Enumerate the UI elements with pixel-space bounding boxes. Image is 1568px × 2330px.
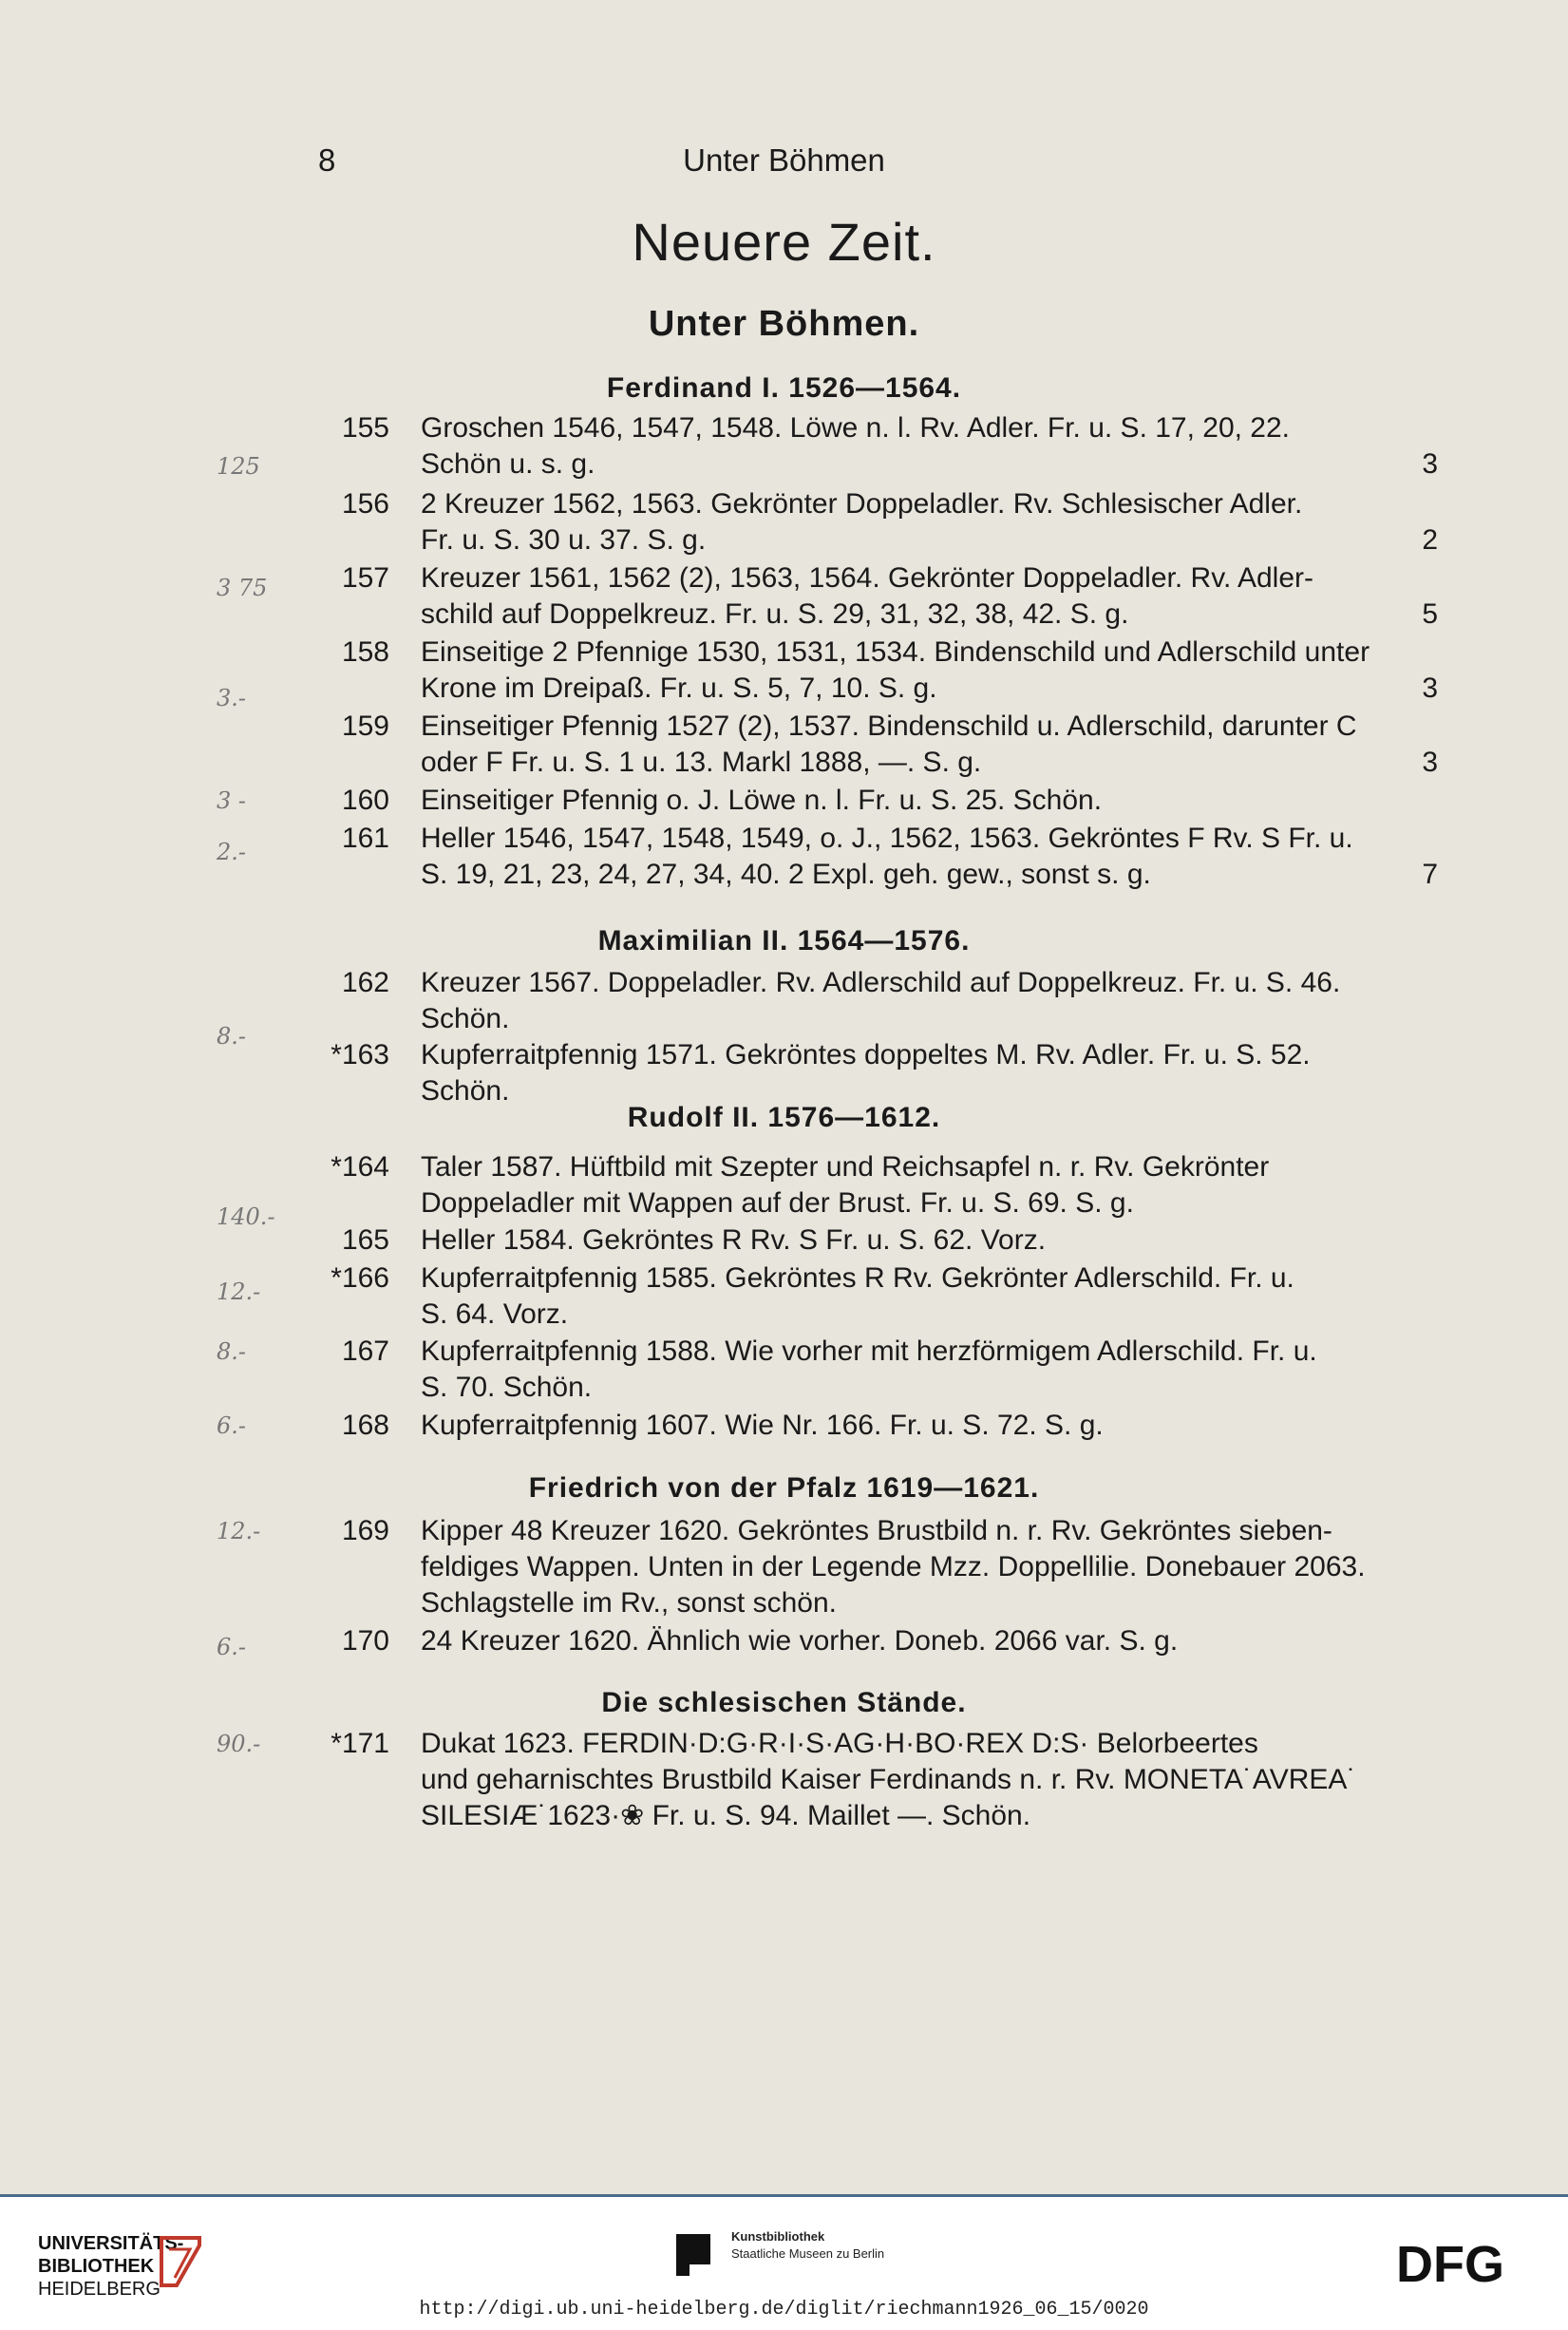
margin-note: 12.- [217,1279,261,1305]
running-title: Unter Böhmen [683,142,885,178]
entry-number: 167 [341,1335,389,1367]
entry-line: Schön. [421,1075,510,1107]
margin-note: 6.- [217,1634,247,1660]
entry-line: Einseitiger Pfennig 1527 (2), 1537. Bindenschild u. Adlerschild, darunter C [421,710,1357,742]
entry-text [421,1260,1437,1333]
entry-line: oder F Fr. u. S. 1 u. 13. Markl 1888, —. S. g. [421,747,982,778]
dfg-logo-text: DFG [1396,2238,1504,2287]
kb-subtitle: Staatliche Museen zu Berlin [731,2246,885,2261]
entry-number: *164 [331,1151,389,1183]
entry-price: 2 [1422,524,1438,556]
footer-divider [0,2194,1568,2197]
margin-note: 8.- [217,1338,247,1365]
entry-line: 2 Kreuzer 1562, 1563. Gekrönter Doppeladler. Rv. Schlesischer Adler. [421,488,1303,520]
section-heading-maximilian: Maximilian II. 1564—1576. [597,925,971,957]
entry-price: 3 [1422,747,1438,778]
entry-line: SILESIÆ˙1623·❀ Fr. u. S. 94. Maillet —. Schön. [421,1800,1031,1831]
entry-text [421,635,1437,707]
entry-line: S. 19, 21, 23, 24, 27, 34, 40. 2 Expl. geh. gew., sonst s. g. [421,859,1151,890]
entry-text [421,1726,1437,1834]
entry-text [421,965,1437,1037]
kunstbibliothek-logo-icon [674,2230,716,2278]
entry-line: Kupferraitpfennig 1588. Wie vorher mit herzförmigem Adlerschild. Fr. u. [421,1335,1317,1367]
section-heading-ferdinand: Ferdinand I. 1526—1564. [606,372,962,404]
page-title: Neuere Zeit. [632,212,936,272]
entry-number: *171 [331,1728,389,1759]
entry-text [421,783,1437,819]
section-heading-friedrich: Friedrich von der Pfalz 1619—1621. [528,1472,1040,1504]
kunstbibliothek-label [731,2228,884,2263]
section-heading-staende: Die schlesischen Stände. [601,1687,967,1718]
digitization-footer [0,2194,1568,2330]
entry-line: Taler 1587. Hüftbild mit Szepter und Reichsapfel n. r. Rv. Gekrönter [421,1151,1270,1183]
entry-line: Kreuzer 1561, 1562 (2), 1563, 1564. Gekrönter Doppeladler. Rv. Adler- [421,562,1314,594]
entry-line: Dukat 1623. FERDIN·D:G·R·I·S·AG·H·BO·REX D:S· Belorbeertes [421,1728,1258,1759]
margin-note: 125 [217,453,260,480]
entry-number: 156 [341,488,389,520]
entry-text [421,1623,1437,1659]
margin-note: 12.- [217,1518,261,1544]
entry-number: 165 [341,1224,389,1256]
entry-number: 170 [341,1625,389,1657]
entry-price: 5 [1422,598,1438,630]
dfg-logo-icon [1396,2238,1529,2287]
entry-line: Krone im Dreipaß. Fr. u. S. 5, 7, 10. S. g. [421,672,937,704]
entry-number: 169 [341,1515,389,1546]
margin-note: 3 - [217,787,247,814]
entry-line: S. 64. Vorz. [421,1298,569,1330]
entry-line: Heller 1546, 1547, 1548, 1549, o. J., 1562, 1563. Gekröntes F Rv. S Fr. u. [421,823,1353,854]
entry-text [421,821,1437,893]
entry-line: Schön. [421,1003,510,1034]
entry-line: feldiges Wappen. Unten in der Legende Mzz. Doppellilie. Donebauer 2063. [421,1551,1366,1582]
entry-text [421,1222,1437,1259]
entry-price: 7 [1422,859,1438,890]
entry-line: Kreuzer 1567. Doppeladler. Rv. Adlerschild auf Doppelkreuz. Fr. u. S. 46. [421,967,1341,998]
entry-text [421,560,1437,633]
entry-line: Kupferraitpfennig 1571. Gekröntes doppeltes M. Rv. Adler. Fr. u. S. 52. [421,1039,1311,1070]
entry-text [421,486,1437,559]
section-heading-rudolf: Rudolf II. 1576—1612. [627,1102,941,1133]
entry-line: Heller 1584. Gekröntes R Rv. S Fr. u. S. 62. Vorz. [421,1224,1047,1256]
entry-line: Groschen 1546, 1547, 1548. Löwe n. l. Rv. Adler. Fr. u. S. 17, 20, 22. [421,412,1291,444]
kb-title: Kunstbibliothek [731,2229,825,2244]
entry-text [421,1334,1437,1406]
entry-line: schild auf Doppelkreuz. Fr. u. S. 29, 31, 32, 38, 42. S. g. [421,598,1129,630]
entry-line: Einseitiger Pfennig o. J. Löwe n. l. Fr. u. S. 25. Schön. [421,785,1103,816]
entry-line: und geharnischtes Brustbild Kaiser Ferdinands n. r. Rv. MONETA˙AVREA˙ [421,1764,1357,1795]
entry-line: Kipper 48 Kreuzer 1620. Gekröntes Brustbild n. r. Rv. Gekröntes sieben- [421,1515,1332,1546]
margin-note: 3 75 [217,575,268,601]
university-library-logo-icon [152,2228,209,2295]
entry-number: 158 [341,636,389,668]
margin-note: 6.- [217,1412,247,1439]
library-line: HEIDELBERG [38,2279,161,2300]
entry-text [421,1149,1437,1222]
entry-line: Doppeladler mit Wappen auf der Brust. Fr. u. S. 69. S. g. [421,1187,1134,1219]
entry-line: Kupferraitpfennig 1585. Gekröntes R Rv. Gekrönter Adlerschild. Fr. u. [421,1262,1294,1294]
entry-line: 24 Kreuzer 1620. Ähnlich wie vorher. Doneb. 2066 var. S. g. [421,1625,1179,1657]
library-line: BIBLIOTHEK [38,2256,155,2277]
entry-number: 162 [341,967,389,998]
entry-number: 157 [341,562,389,594]
entry-number: 155 [341,412,389,444]
entry-line: Schlagstelle im Rv., sonst schön. [421,1587,837,1619]
entry-number: 168 [341,1410,389,1441]
entry-line: S. 70. Schön. [421,1372,593,1403]
running-head [0,142,1568,180]
entry-line: Einseitige 2 Pfennige 1530, 1531, 1534. Bindenschild und Adlerschild unter [421,636,1370,668]
library-line: UNIVERSITÄTS- [38,2233,184,2254]
margin-note: 3.- [217,685,247,711]
entry-text [421,410,1437,483]
permalink-url[interactable]: http://digi.ub.uni-heidelberg.de/diglit/riechmann1926_06_15/0020 [419,2299,1149,2321]
entry-text [421,1513,1437,1621]
entry-number: *166 [331,1262,389,1294]
entry-number: 161 [341,823,389,854]
margin-note: 140.- [217,1203,275,1230]
entry-price: 3 [1422,448,1438,480]
entry-text [421,1037,1437,1109]
entry-line: Schön u. s. g. [421,448,595,480]
entry-number: 159 [341,710,389,742]
chapter-title: Unter Böhmen. [648,304,920,344]
entry-text [421,709,1437,781]
entry-line: Fr. u. S. 30 u. 37. S. g. [421,524,707,556]
entry-price: 3 [1422,672,1438,704]
margin-note: 90.- [217,1731,261,1757]
entry-text [421,1408,1437,1444]
entry-number: *163 [331,1039,389,1070]
page-number: 8 [318,142,336,178]
entry-line: Kupferraitpfennig 1607. Wie Nr. 166. Fr. u. S. 72. S. g. [421,1410,1104,1441]
margin-note: 2.- [217,839,247,865]
entry-number: 160 [341,785,389,816]
margin-note: 8.- [217,1023,247,1050]
